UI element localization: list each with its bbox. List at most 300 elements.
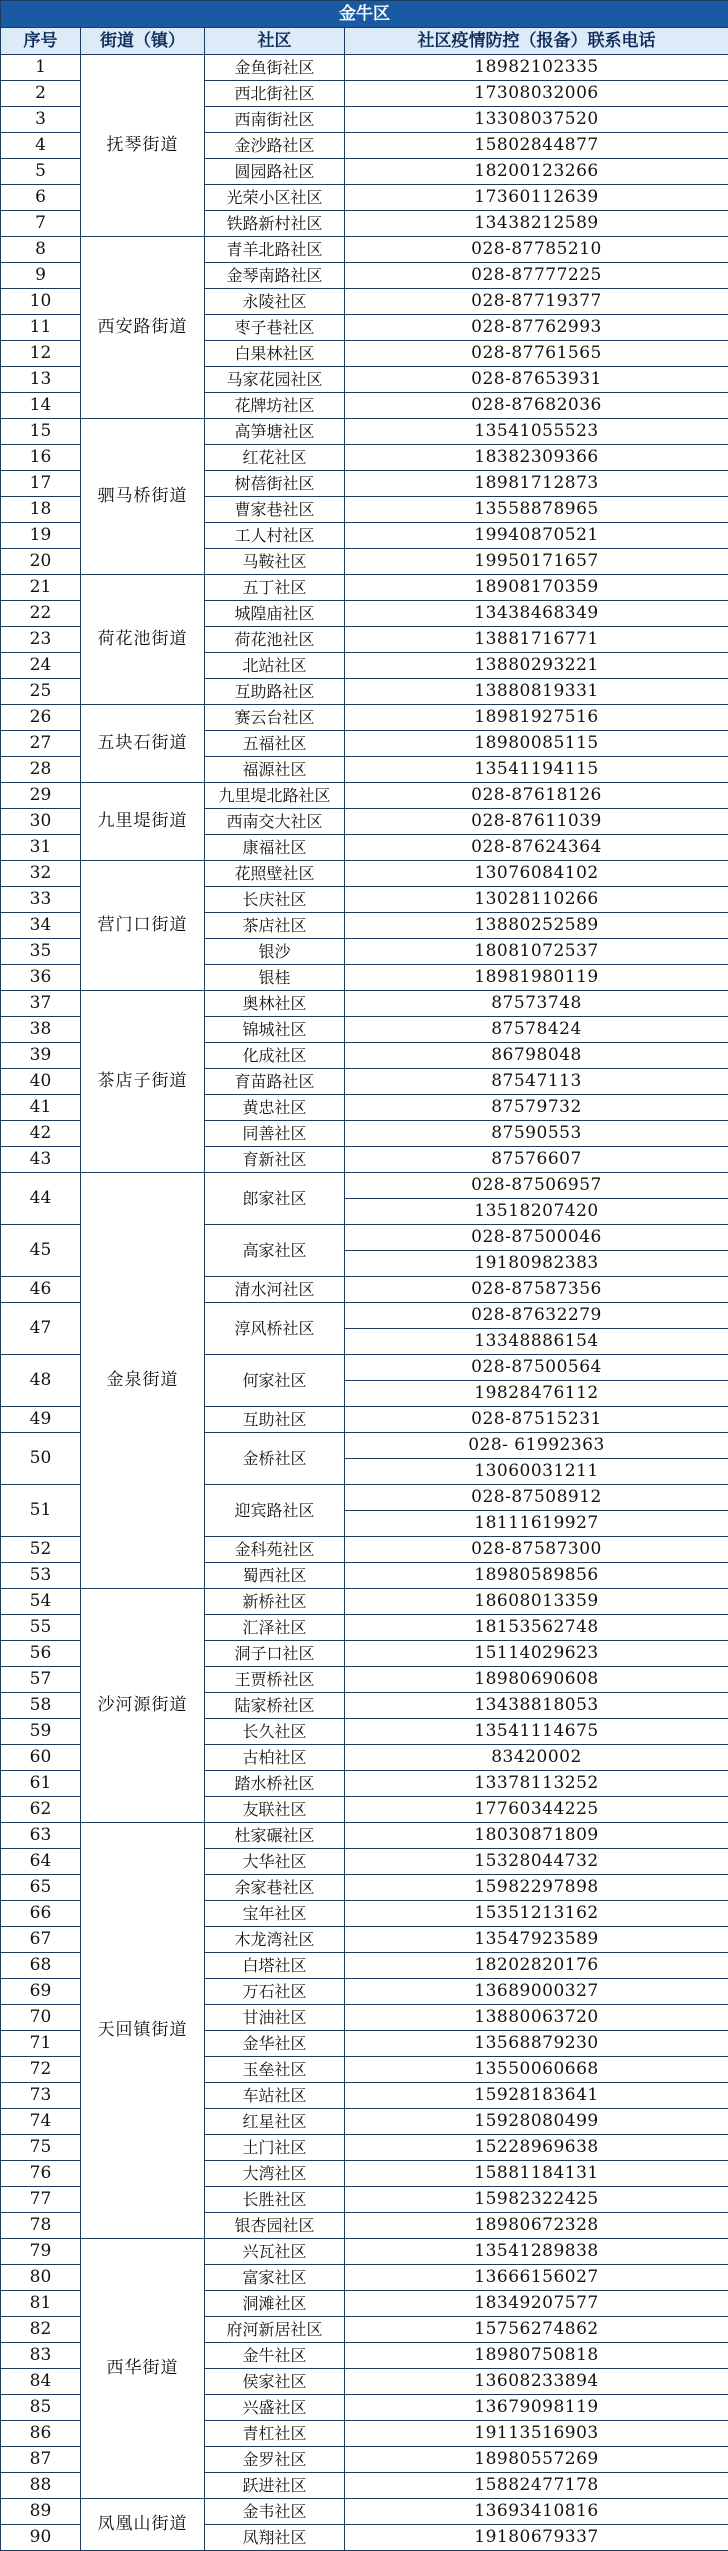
contact-phone: 18980672328 <box>345 2213 728 2239</box>
row-number: 48 <box>1 1355 81 1407</box>
community-name: 宝年社区 <box>205 1901 345 1927</box>
contact-phone: 13689000327 <box>345 1979 728 2005</box>
row-number: 32 <box>1 861 81 887</box>
community-name: 银桂 <box>205 965 345 991</box>
row-number: 56 <box>1 1641 81 1667</box>
row-number: 16 <box>1 445 81 471</box>
contact-phone: 15114029623 <box>345 1641 728 1667</box>
street-name: 西华街道 <box>81 2239 205 2499</box>
row-number: 75 <box>1 2135 81 2161</box>
header-community: 社区 <box>205 28 345 55</box>
community-name: 曹家巷社区 <box>205 497 345 523</box>
row-number: 25 <box>1 679 81 705</box>
header-street: 街道（镇） <box>81 28 205 55</box>
community-name: 金科苑社区 <box>205 1537 345 1563</box>
community-name: 互助社区 <box>205 1407 345 1433</box>
community-name: 土门社区 <box>205 2135 345 2161</box>
community-name: 陆家桥社区 <box>205 1693 345 1719</box>
community-name: 金鱼街社区 <box>205 55 345 81</box>
community-name: 清水河社区 <box>205 1277 345 1303</box>
community-name: 北站社区 <box>205 653 345 679</box>
contact-phone: 18349207577 <box>345 2291 728 2317</box>
contact-phone: 13693410816 <box>345 2499 728 2525</box>
row-number: 69 <box>1 1979 81 2005</box>
community-name: 跃进社区 <box>205 2473 345 2499</box>
community-name: 光荣小区社区 <box>205 185 345 211</box>
community-name: 凤翔社区 <box>205 2525 345 2551</box>
district-title: 金牛区 <box>1 1 728 28</box>
community-name: 荷花池社区 <box>205 627 345 653</box>
row-number: 38 <box>1 1017 81 1043</box>
contact-phone: 028-87719377 <box>345 289 728 315</box>
row-number: 37 <box>1 991 81 1017</box>
row-number: 31 <box>1 835 81 861</box>
row-number: 80 <box>1 2265 81 2291</box>
community-name: 杜家碾社区 <box>205 1823 345 1849</box>
contact-phone: 13541114675 <box>345 1719 728 1745</box>
row-number: 6 <box>1 185 81 211</box>
contact-phone: 18980557269 <box>345 2447 728 2473</box>
contact-phone: 13568879230 <box>345 2031 728 2057</box>
table-row <box>1 2499 728 2525</box>
row-number: 77 <box>1 2187 81 2213</box>
street-name: 营门口街道 <box>81 861 205 991</box>
street-name: 金泉街道 <box>81 1173 205 1589</box>
row-number: 54 <box>1 1589 81 1615</box>
table-body <box>1 55 728 2551</box>
community-name: 兴盛社区 <box>205 2395 345 2421</box>
community-name: 白塔社区 <box>205 1953 345 1979</box>
row-number: 83 <box>1 2343 81 2369</box>
community-name: 青杠社区 <box>205 2421 345 2447</box>
street-name: 凤凰山街道 <box>81 2499 205 2551</box>
contact-phone: 19940870521 <box>345 523 728 549</box>
row-number: 24 <box>1 653 81 679</box>
community-name: 甘油社区 <box>205 2005 345 2031</box>
contact-phone: 15928183641 <box>345 2083 728 2109</box>
community-name: 洞滩社区 <box>205 2291 345 2317</box>
row-number: 42 <box>1 1121 81 1147</box>
row-number: 27 <box>1 731 81 757</box>
row-number: 67 <box>1 1927 81 1953</box>
contact-phone: 13348886154 <box>345 1329 728 1355</box>
community-name: 育苗路社区 <box>205 1069 345 1095</box>
row-number: 7 <box>1 211 81 237</box>
table-row <box>1 705 728 731</box>
contact-phone: 86798048 <box>345 1043 728 1069</box>
contact-phone: 028-87587356 <box>345 1277 728 1303</box>
community-name: 踏水桥社区 <box>205 1771 345 1797</box>
contact-phone: 15881184131 <box>345 2161 728 2187</box>
row-number: 85 <box>1 2395 81 2421</box>
community-name: 兴瓦社区 <box>205 2239 345 2265</box>
row-number: 59 <box>1 1719 81 1745</box>
community-name: 车站社区 <box>205 2083 345 2109</box>
contact-phone: 87579732 <box>345 1095 728 1121</box>
community-name: 长胜社区 <box>205 2187 345 2213</box>
contact-phone: 87578424 <box>345 1017 728 1043</box>
community-name: 白果林社区 <box>205 341 345 367</box>
row-number: 88 <box>1 2473 81 2499</box>
contact-phone: 028-87761565 <box>345 341 728 367</box>
table-row <box>1 1823 728 1849</box>
row-number: 12 <box>1 341 81 367</box>
community-name: 玉垒社区 <box>205 2057 345 2083</box>
contact-phone: 13028110266 <box>345 887 728 913</box>
contact-phone: 15228969638 <box>345 2135 728 2161</box>
community-name: 茶店社区 <box>205 913 345 939</box>
community-name: 王贾桥社区 <box>205 1667 345 1693</box>
table-row <box>1 575 728 601</box>
contact-phone: 13541289838 <box>345 2239 728 2265</box>
title-row <box>1 1 728 28</box>
contact-phone: 13608233894 <box>345 2369 728 2395</box>
community-name: 洞子口社区 <box>205 1641 345 1667</box>
contact-phone: 028-87515231 <box>345 1407 728 1433</box>
community-name: 银沙 <box>205 939 345 965</box>
contact-phone: 13880293221 <box>345 653 728 679</box>
community-name: 金琴南路社区 <box>205 263 345 289</box>
row-number: 20 <box>1 549 81 575</box>
street-name: 茶店子街道 <box>81 991 205 1173</box>
row-number: 19 <box>1 523 81 549</box>
table-row <box>1 861 728 887</box>
contact-phone: 13076084102 <box>345 861 728 887</box>
community-name: 红花社区 <box>205 445 345 471</box>
community-name: 五福社区 <box>205 731 345 757</box>
row-number: 57 <box>1 1667 81 1693</box>
contact-phone: 028-87508912 <box>345 1485 728 1511</box>
row-number: 3 <box>1 107 81 133</box>
community-name: 蜀西社区 <box>205 1563 345 1589</box>
row-number: 22 <box>1 601 81 627</box>
community-name: 西南交大社区 <box>205 809 345 835</box>
contact-phone: 13541194115 <box>345 757 728 783</box>
contact-phone: 13880819331 <box>345 679 728 705</box>
row-number: 63 <box>1 1823 81 1849</box>
street-name: 天回镇街道 <box>81 1823 205 2239</box>
contact-phone: 15802844877 <box>345 133 728 159</box>
row-number: 53 <box>1 1563 81 1589</box>
row-number: 65 <box>1 1875 81 1901</box>
contact-phone: 17360112639 <box>345 185 728 211</box>
row-number: 73 <box>1 2083 81 2109</box>
table-row <box>1 2239 728 2265</box>
row-number: 45 <box>1 1225 81 1277</box>
street-name: 抚琴街道 <box>81 55 205 237</box>
row-number: 76 <box>1 2161 81 2187</box>
community-name: 古柏社区 <box>205 1745 345 1771</box>
community-name: 高家社区 <box>205 1225 345 1277</box>
community-name: 锦城社区 <box>205 1017 345 1043</box>
contact-phone: 028-87500564 <box>345 1355 728 1381</box>
contact-phone: 13880252589 <box>345 913 728 939</box>
community-name: 余家巷社区 <box>205 1875 345 1901</box>
table-row <box>1 237 728 263</box>
contact-phone: 028-87777225 <box>345 263 728 289</box>
street-name: 驷马桥街道 <box>81 419 205 575</box>
row-number: 47 <box>1 1303 81 1355</box>
contact-phone: 028-87618126 <box>345 783 728 809</box>
contact-phone: 028- 61992363 <box>345 1433 728 1459</box>
row-number: 60 <box>1 1745 81 1771</box>
contact-phone: 13060031211 <box>345 1459 728 1485</box>
row-number: 58 <box>1 1693 81 1719</box>
row-number: 28 <box>1 757 81 783</box>
row-number: 70 <box>1 2005 81 2031</box>
row-number: 2 <box>1 81 81 107</box>
row-number: 49 <box>1 1407 81 1433</box>
community-name: 金韦社区 <box>205 2499 345 2525</box>
community-name: 花照壁社区 <box>205 861 345 887</box>
row-number: 21 <box>1 575 81 601</box>
table-row <box>1 1589 728 1615</box>
community-name: 九里堤北路社区 <box>205 783 345 809</box>
contact-phone: 028-87632279 <box>345 1303 728 1329</box>
community-name: 友联社区 <box>205 1797 345 1823</box>
contact-phone: 028-87682036 <box>345 393 728 419</box>
row-number: 62 <box>1 1797 81 1823</box>
community-name: 金沙路社区 <box>205 133 345 159</box>
community-name: 青羊北路社区 <box>205 237 345 263</box>
row-number: 8 <box>1 237 81 263</box>
header-number: 序号 <box>1 28 81 55</box>
contact-phone: 18981980119 <box>345 965 728 991</box>
community-name: 长庆社区 <box>205 887 345 913</box>
community-name: 枣子巷社区 <box>205 315 345 341</box>
contact-phone: 87547113 <box>345 1069 728 1095</box>
table-row <box>1 55 728 81</box>
community-name: 金牛社区 <box>205 2343 345 2369</box>
row-number: 35 <box>1 939 81 965</box>
row-number: 30 <box>1 809 81 835</box>
community-name: 花牌坊社区 <box>205 393 345 419</box>
community-name: 圆园路社区 <box>205 159 345 185</box>
contact-phone: 13881716771 <box>345 627 728 653</box>
community-name: 金华社区 <box>205 2031 345 2057</box>
contact-phone: 15882477178 <box>345 2473 728 2499</box>
contact-phone: 18382309366 <box>345 445 728 471</box>
street-name: 五块石街道 <box>81 705 205 783</box>
row-number: 66 <box>1 1901 81 1927</box>
community-name: 富家社区 <box>205 2265 345 2291</box>
contact-phone: 19180982383 <box>345 1251 728 1277</box>
community-name: 黄忠社区 <box>205 1095 345 1121</box>
community-name: 马家花园社区 <box>205 367 345 393</box>
row-number: 36 <box>1 965 81 991</box>
contact-phone: 18981712873 <box>345 471 728 497</box>
contact-phone: 18153562748 <box>345 1615 728 1641</box>
community-name: 金桥社区 <box>205 1433 345 1485</box>
header-row <box>1 28 728 55</box>
community-name: 大湾社区 <box>205 2161 345 2187</box>
row-number: 74 <box>1 2109 81 2135</box>
contact-phone: 13438212589 <box>345 211 728 237</box>
community-name: 西北街社区 <box>205 81 345 107</box>
contact-phone: 87573748 <box>345 991 728 1017</box>
community-name: 铁路新村社区 <box>205 211 345 237</box>
community-name: 西南街社区 <box>205 107 345 133</box>
community-name: 永陵社区 <box>205 289 345 315</box>
contact-phone: 18111619927 <box>345 1511 728 1537</box>
contact-phone: 13518207420 <box>345 1199 728 1225</box>
row-number: 44 <box>1 1173 81 1225</box>
header-phone: 社区疫情防控（报备）联系电话 <box>345 28 728 55</box>
contact-phone: 19180679337 <box>345 2525 728 2551</box>
community-name: 马鞍社区 <box>205 549 345 575</box>
contact-phone: 15928080499 <box>345 2109 728 2135</box>
contact-phone: 13558878965 <box>345 497 728 523</box>
street-name: 九里堤街道 <box>81 783 205 861</box>
contact-phone: 19950171657 <box>345 549 728 575</box>
contact-phone: 18081072537 <box>345 939 728 965</box>
row-number: 71 <box>1 2031 81 2057</box>
community-name: 化成社区 <box>205 1043 345 1069</box>
row-number: 14 <box>1 393 81 419</box>
row-number: 9 <box>1 263 81 289</box>
row-number: 61 <box>1 1771 81 1797</box>
row-number: 23 <box>1 627 81 653</box>
row-number: 4 <box>1 133 81 159</box>
contact-phone: 18980589856 <box>345 1563 728 1589</box>
community-name: 迎宾路社区 <box>205 1485 345 1537</box>
row-number: 64 <box>1 1849 81 1875</box>
row-number: 15 <box>1 419 81 445</box>
row-number: 33 <box>1 887 81 913</box>
contact-phone: 13438818053 <box>345 1693 728 1719</box>
row-number: 41 <box>1 1095 81 1121</box>
table-row <box>1 419 728 445</box>
contact-phone: 13308037520 <box>345 107 728 133</box>
contact-phone: 13547923589 <box>345 1927 728 1953</box>
row-number: 5 <box>1 159 81 185</box>
community-name: 府河新居社区 <box>205 2317 345 2343</box>
contact-phone: 18030871809 <box>345 1823 728 1849</box>
row-number: 17 <box>1 471 81 497</box>
row-number: 10 <box>1 289 81 315</box>
street-name: 沙河源街道 <box>81 1589 205 1823</box>
contact-phone: 13438468349 <box>345 601 728 627</box>
contact-phone: 18908170359 <box>345 575 728 601</box>
contact-phone: 18980690608 <box>345 1667 728 1693</box>
row-number: 34 <box>1 913 81 939</box>
table-row <box>1 1173 728 1199</box>
community-name: 高笋塘社区 <box>205 419 345 445</box>
community-name: 育新社区 <box>205 1147 345 1173</box>
row-number: 89 <box>1 2499 81 2525</box>
community-name: 城隍庙社区 <box>205 601 345 627</box>
row-number: 52 <box>1 1537 81 1563</box>
row-number: 46 <box>1 1277 81 1303</box>
row-number: 82 <box>1 2317 81 2343</box>
row-number: 72 <box>1 2057 81 2083</box>
community-name: 新桥社区 <box>205 1589 345 1615</box>
contact-phone: 19113516903 <box>345 2421 728 2447</box>
table-row <box>1 991 728 1017</box>
row-number: 90 <box>1 2525 81 2551</box>
contact-phone: 13880063720 <box>345 2005 728 2031</box>
row-number: 68 <box>1 1953 81 1979</box>
community-name: 何家社区 <box>205 1355 345 1407</box>
contact-phone: 18980085115 <box>345 731 728 757</box>
contact-phone: 15328044732 <box>345 1849 728 1875</box>
community-name: 郎家社区 <box>205 1173 345 1225</box>
contact-phone: 028-87611039 <box>345 809 728 835</box>
community-name: 同善社区 <box>205 1121 345 1147</box>
row-number: 13 <box>1 367 81 393</box>
contact-phone: 87576607 <box>345 1147 728 1173</box>
row-number: 86 <box>1 2421 81 2447</box>
row-number: 78 <box>1 2213 81 2239</box>
row-number: 51 <box>1 1485 81 1537</box>
contact-phone: 18200123266 <box>345 159 728 185</box>
contact-phone: 13679098119 <box>345 2395 728 2421</box>
row-number: 40 <box>1 1069 81 1095</box>
contact-phone: 15982322425 <box>345 2187 728 2213</box>
row-number: 79 <box>1 2239 81 2265</box>
row-number: 39 <box>1 1043 81 1069</box>
community-name: 赛云台社区 <box>205 705 345 731</box>
row-number: 81 <box>1 2291 81 2317</box>
contact-phone: 13666156027 <box>345 2265 728 2291</box>
contact-phone: 17308032006 <box>345 81 728 107</box>
community-name: 汇泽社区 <box>205 1615 345 1641</box>
contact-phone: 83420002 <box>345 1745 728 1771</box>
row-number: 26 <box>1 705 81 731</box>
community-name: 五丁社区 <box>205 575 345 601</box>
contact-phone: 028-87587300 <box>345 1537 728 1563</box>
contact-phone: 18202820176 <box>345 1953 728 1979</box>
community-name: 万石社区 <box>205 1979 345 2005</box>
row-number: 11 <box>1 315 81 341</box>
community-name: 淳风桥社区 <box>205 1303 345 1355</box>
contact-phone: 15351213162 <box>345 1901 728 1927</box>
contact-phone: 18980750818 <box>345 2343 728 2369</box>
table-row <box>1 783 728 809</box>
community-name: 康福社区 <box>205 835 345 861</box>
contact-phone: 15756274862 <box>345 2317 728 2343</box>
contact-phone: 18981927516 <box>345 705 728 731</box>
community-name: 树蓓街社区 <box>205 471 345 497</box>
community-name: 银杏园社区 <box>205 2213 345 2239</box>
contact-phone: 13550060668 <box>345 2057 728 2083</box>
row-number: 50 <box>1 1433 81 1485</box>
contact-phone: 87590553 <box>345 1121 728 1147</box>
community-name: 工人村社区 <box>205 523 345 549</box>
community-name: 奥林社区 <box>205 991 345 1017</box>
community-name: 金罗社区 <box>205 2447 345 2473</box>
community-name: 长久社区 <box>205 1719 345 1745</box>
contact-phone: 18982102335 <box>345 55 728 81</box>
contact-phone: 028-87506957 <box>345 1173 728 1199</box>
community-name: 互助路社区 <box>205 679 345 705</box>
contact-phone: 17760344225 <box>345 1797 728 1823</box>
community-name: 侯家社区 <box>205 2369 345 2395</box>
contact-phone: 028-87653931 <box>345 367 728 393</box>
row-number: 1 <box>1 55 81 81</box>
row-number: 18 <box>1 497 81 523</box>
row-number: 55 <box>1 1615 81 1641</box>
row-number: 84 <box>1 2369 81 2395</box>
contact-phone: 028-87785210 <box>345 237 728 263</box>
contact-phone: 028-87500046 <box>345 1225 728 1251</box>
community-name: 大华社区 <box>205 1849 345 1875</box>
row-number: 87 <box>1 2447 81 2473</box>
contact-phone: 13541055523 <box>345 419 728 445</box>
street-name: 西安路街道 <box>81 237 205 419</box>
contact-phone: 15982297898 <box>345 1875 728 1901</box>
street-name: 荷花池街道 <box>81 575 205 705</box>
